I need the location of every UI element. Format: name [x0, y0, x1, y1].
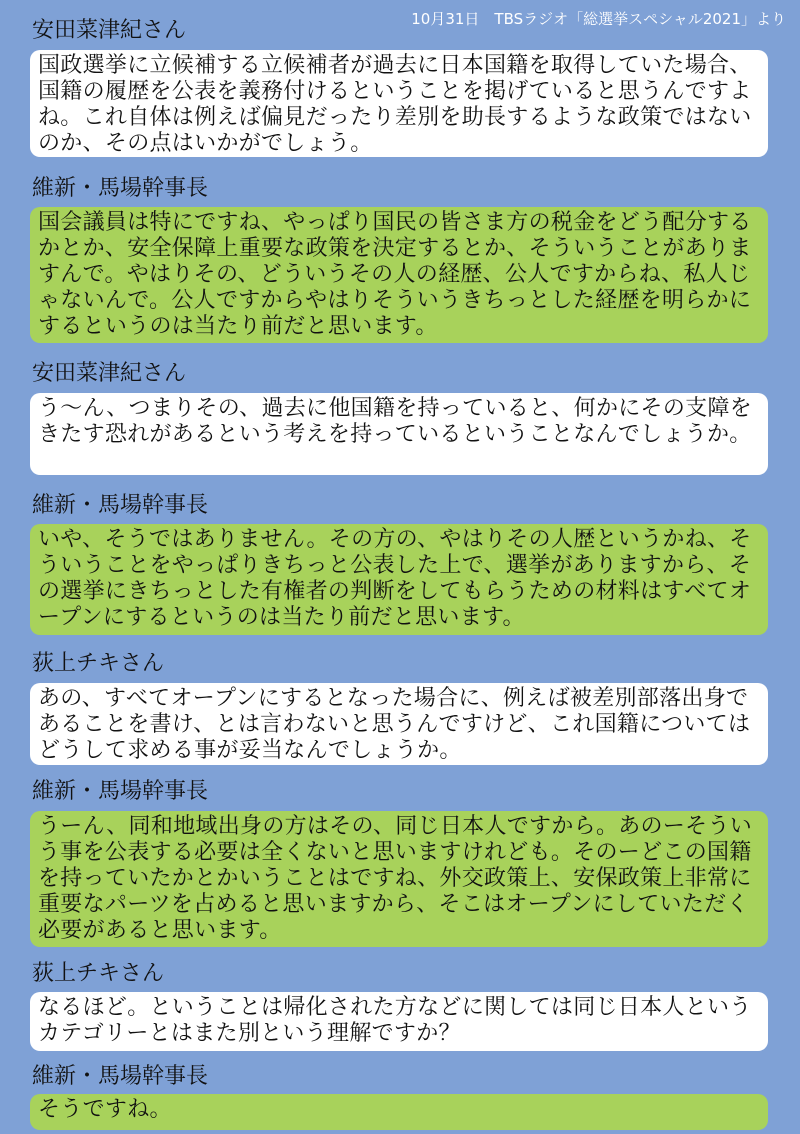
question-bubble: あの、すべてオープンにするとなった場合に、例えば被差別部落出身であることを書け、とは言わないと思うんですけど、これ国籍についてはどうして求める事が妥当なんでしょうか。 [30, 683, 768, 765]
speaker-label: 荻上チキさん [32, 651, 165, 676]
speaker-label: 安田菜津紀さん [32, 361, 187, 386]
answer-bubble: いや、そうではありません。その方の、やはりその人歴というかね、そういうことをやっぱりきちっと公表した上で、選挙がありますから、その選挙にきちっとした有権者の判断をしてもらうための材料はすべてオープンにするというのは当たり前だと思います。 [30, 524, 768, 635]
question-bubble: なるほど。ということは帰化された方などに関しては同じ日本人というカテゴリーとはまた別という理解ですか？ [30, 992, 768, 1051]
question-bubble: 国政選挙に立候補する立候補者が過去に日本国籍を取得していた場合、国籍の履歴を公表を義務付けるということを掲げていると思うんですよね。これ自体は例えば偏見だったり差別を助長するような政策ではないのか、その点はいかがでしょう。 [30, 50, 768, 157]
speaker-label: 維新・馬場幹事長 [32, 1064, 209, 1089]
question-bubble: う〜ん、つまりその、過去に他国籍を持っていると、何かにその支障をきたす恐れがあるという考えを持っているということなんでしょうか。 [30, 393, 768, 475]
source-caption: 10月31日 TBSラジオ「総選挙スペシャル2021」より [411, 10, 786, 28]
answer-bubble: うーん、同和地域出身の方はその、同じ日本人ですから。あのーそういう事を公表する必要は全くないと思いますけれども。そのーどこの国籍を持っていたかとかいうことはですね、外交政策上、安保政策上非常に重要なパーツを占めると思いますから、そこはオープンにしていただく必要があると思います。 [30, 811, 768, 947]
speaker-label: 維新・馬場幹事長 [32, 176, 209, 201]
answer-bubble: そうですね。 [30, 1094, 768, 1130]
speaker-label: 荻上チキさん [32, 961, 165, 986]
speaker-label: 安田菜津紀さん [32, 18, 187, 43]
answer-bubble: 国会議員は特にですね、やっぱり国民の皆さま方の税金をどう配分するかとか、安全保障上重要な政策を決定するとか、そういうことがありますんで。やはりその、どういうその人の経歴、公人ですからね、私人じゃないんで。公人ですからやはりそういうきちっとした経歴を明らかにするというのは当たり前だと思います。 [30, 207, 768, 343]
speaker-label: 維新・馬場幹事長 [32, 779, 209, 804]
speaker-label: 維新・馬場幹事長 [32, 493, 209, 518]
